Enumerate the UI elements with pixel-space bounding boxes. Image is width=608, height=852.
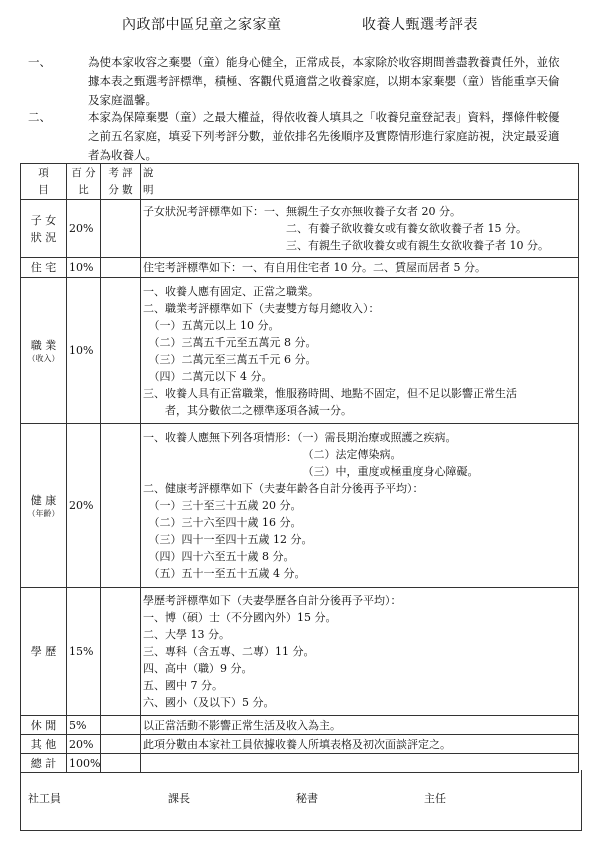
header-item: 項 目	[21, 164, 67, 200]
intro-line: 之前五名家庭，填妥下列考評分數，並依排名先後順序及實際情形進行家庭訪視，決定最妥適	[88, 129, 560, 143]
row-description: 一、收養人應無下列各項情形：（一）需長期治療或照護之疾病。 （二）法定傳染病。 （三）中，重度或極重度身心障礙。 二、健康考評標準如下（夫妻年齡各自計分後再予平均）： （一）三十至三十五歲 20 分。 （二）三十六至四十歲 16 分。 （三）四十一至四十五歲 12 分。 （四）四十六至五十歲 8 分。 （五）五十一至五十五歲 4 分。	[141, 424, 579, 588]
row-score[interactable]	[101, 424, 141, 588]
table-row-children	[21, 200, 579, 258]
intro-number: 二、	[28, 110, 51, 124]
signature-row	[0, 790, 608, 820]
row-description: 住宅考評標準如下：一、有自用住宅者 10 分。二、賃屋而居者 5 分。	[141, 258, 579, 278]
row-percentage: 20%	[67, 424, 101, 588]
row-score[interactable]	[101, 278, 141, 424]
row-description: 以正當活動不影響正常生活及收入為主。	[141, 716, 579, 735]
row-percentage: 10%	[67, 258, 101, 278]
row-description: 學歷考評標準如下（夫妻學歷各自計分後再予平均）： 一、博（碩）士（不分國內外）15 分。 二、大學 13 分。 三、專科（含五專、二專）11 分。 四、高中（職）9 分。 五、國中 7 分。 六、國小（及以下）5 分。	[141, 588, 579, 716]
row-score[interactable]	[101, 735, 141, 754]
form-title: 收養人甄選考評表	[362, 17, 478, 33]
intro-number: 一、	[28, 55, 51, 69]
header-score: 考 評 分 數	[101, 164, 141, 200]
row-item: 其 他	[21, 735, 67, 754]
row-score[interactable]	[101, 258, 141, 278]
row-description: 此項分數由本家社工員依據收養人所填表格及初次面談評定之。	[141, 735, 579, 754]
row-percentage: 20%	[67, 735, 101, 754]
intro-line: 本家為保障棄嬰（童）之最大權益，得依收養人填具之「收養兒童登記表」資料，擇條件較優	[88, 110, 560, 124]
intro-paragraph-2	[28, 108, 588, 168]
table-row-housing	[21, 258, 579, 278]
table-row-occupation	[21, 278, 579, 424]
social-worker-label: 社工員	[28, 792, 61, 805]
row-percentage: 5%	[67, 716, 101, 735]
row-percentage: 15%	[67, 588, 101, 716]
row-score[interactable]	[101, 588, 141, 716]
evaluation-table	[20, 163, 579, 773]
header-description: 說 明	[141, 164, 579, 200]
row-description: 一、收養人應有固定、正當之職業。 二、職業考評標準如下（夫妻雙方每月總收入）： （一）五萬元以上 10 分。 （二）三萬五千元至五萬元 8 分。 （三）二萬元至三萬五千元 6 分。 （四）二萬元以下 4 分。 三、收養人具有正當職業，惟服務時間、地點不固定，但不足以影響正常生活 者，其分數依二之標準逐項各減一分。	[141, 278, 579, 424]
row-item: 健 康 （年齡）	[21, 424, 67, 588]
intro-line: 及家庭溫馨。	[88, 93, 157, 107]
table-header-row	[21, 164, 579, 200]
row-item: 職 業 （收入）	[21, 278, 67, 424]
intro-line: 為使本家收容之棄嬰（童）能身心健全，正常成長，本家除於收容期間善盡教養責任外，並依	[88, 55, 560, 69]
row-item: 學 歷	[21, 588, 67, 716]
row-item: 子 女 狀 況	[21, 200, 67, 258]
organization-name: 內政部中區兒童之家家童	[122, 17, 282, 33]
row-percentage: 10%	[67, 278, 101, 424]
row-item: 住 宅	[21, 258, 67, 278]
section-chief-label: 課長	[168, 792, 190, 805]
intro-line: 者為收養人。	[88, 148, 157, 162]
secretary-label: 秘書	[296, 792, 318, 805]
header-percentage: 百 分 比	[67, 164, 101, 200]
table-row-other	[21, 735, 579, 754]
row-item: 總 計	[21, 754, 67, 773]
intro-line: 據本表之甄選考評標準，積極、客觀代覓適當之收養家庭，以期本家棄嬰（童）皆能重享天倫	[88, 74, 560, 88]
intro-paragraph-1	[28, 53, 588, 113]
row-score[interactable]	[101, 716, 141, 735]
table-row-leisure	[21, 716, 579, 735]
row-description: 子女狀況考評標準如下：一、無親生子女亦無收養子女者 20 分。 二、有養子欲收養女或有養女欲收養子者 15 分。 三、有親生子欲收養女或有親生女欲收養子者 10 分。	[141, 200, 579, 258]
table-row-education	[21, 588, 579, 716]
row-item: 休 閒	[21, 716, 67, 735]
director-label: 主任	[424, 792, 446, 805]
table-row-health	[21, 424, 579, 588]
row-score[interactable]	[101, 200, 141, 258]
row-percentage: 20%	[67, 200, 101, 258]
page-header	[0, 14, 608, 34]
row-percentage: 100%	[67, 754, 101, 773]
